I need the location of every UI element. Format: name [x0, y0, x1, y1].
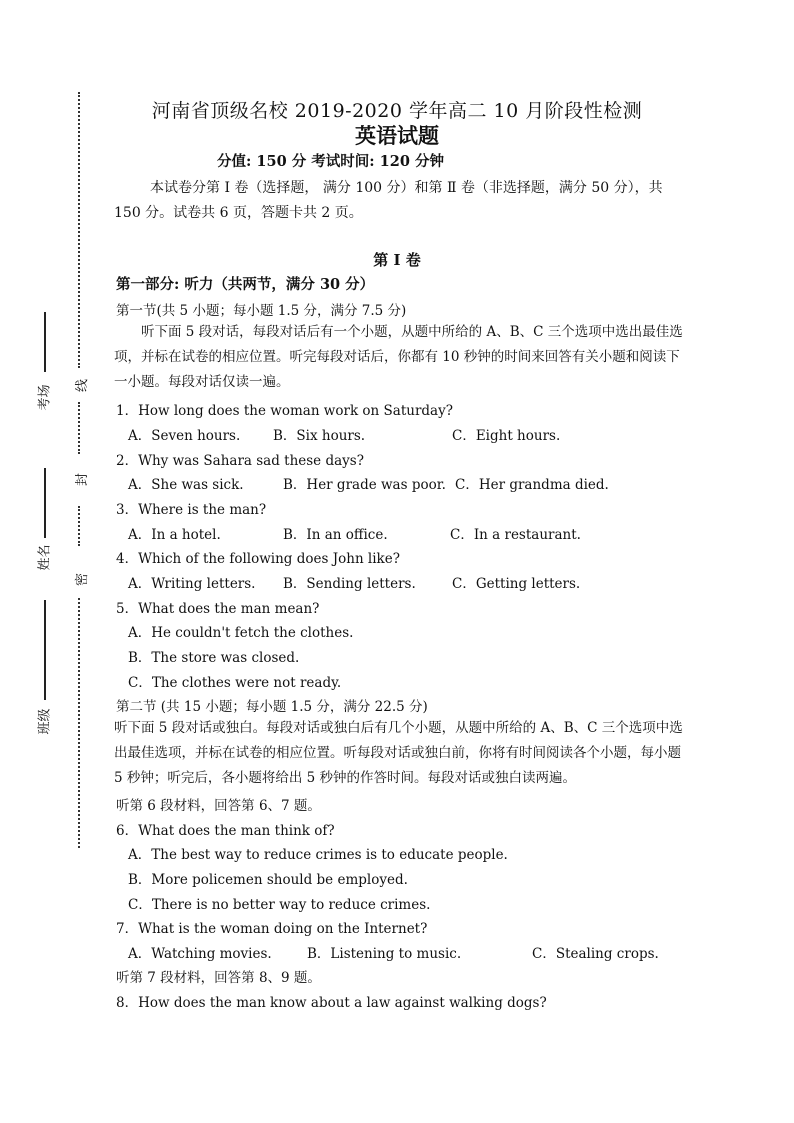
seal-char-seal: 封 — [75, 472, 91, 487]
q1-option-a: A．Seven hours. — [128, 428, 241, 444]
section1-instructions: 听下面 5 段对话，每段对话后有一个小题，从题中所给的 A、B、C 三个选项中选出最佳选项，并标在试卷的相应位置。听完每段对话后，你都有 10 秒钟的时间来回答有关小题和阅读下一小题。每段对话仅读一遍。 — [114, 324, 683, 390]
q4-option-b: B．Sending letters. — [283, 576, 416, 592]
q5-option-b: B．The store was closed. — [128, 650, 300, 666]
material-6-note: 听第 6 段材料，回答第 6、7 题。 — [116, 798, 321, 814]
q6-option-b: B．More policemen should be employed. — [128, 872, 408, 888]
exam-intro: 本试卷分第 Ⅰ 卷（选择题， 满分 100 分）和第 Ⅱ 卷（非选择题，满分 50 分），共 150 分。试卷共 6 页，答题卡共 2 页。 — [114, 180, 663, 221]
q3-option-c: C．In a restaurant. — [450, 527, 581, 543]
label-class: 班级 — [37, 708, 53, 735]
material-7-note: 听第 7 段材料，回答第 8、9 题。 — [116, 970, 321, 986]
binding-dotted-line-bottom — [78, 598, 80, 848]
q6-option-a: A．The best way to reduce crimes is to educate people. — [128, 847, 508, 863]
question-4: 4．Which of the following does John like? — [116, 551, 400, 567]
q1-option-c: C．Eight hours. — [452, 428, 561, 444]
q4-option-c: C．Getting letters. — [452, 576, 581, 592]
section2-instructions: 听下面 5 段对话或独白。每段对话或独白后有几个小题，从题中所给的 A、B、C 三个选项中选出最佳选项，并标在试卷的相应位置。听每段对话或独白前，你将有时间阅读各个小题，每小题 5 秒钟；听完后，各小题将给出 5 秒钟的作答时间。每段对话或独白读两遍。 — [114, 720, 683, 786]
volume-heading: 第 Ⅰ 卷 — [373, 251, 421, 269]
section2-heading: 第二节 (共 15 小题；每小题 1.5 分，满分 22.5 分) — [116, 699, 428, 715]
q7-option-c: C．Stealing crops. — [532, 946, 659, 962]
question-2: 2．Why was Sahara sad these days? — [116, 453, 364, 469]
q2-option-a: A．She was sick. — [128, 477, 244, 493]
q6-option-c: C．There is no better way to reduce crimes. — [128, 897, 431, 913]
q1-option-b: B．Six hours. — [273, 428, 366, 444]
q2-option-b: B．Her grade was poor. — [283, 477, 446, 493]
q7-option-a: A．Watching movies. — [128, 946, 272, 962]
label-name: 姓名 — [37, 544, 53, 571]
binding-dotted-line-mid1 — [78, 402, 80, 454]
exam-title: 河南省顶级名校 2019-2020 学年高二 10 月阶段性检测 — [151, 100, 643, 122]
question-5: 5．What does the man mean? — [116, 601, 320, 617]
seal-char-secret: 密 — [75, 572, 91, 587]
exam-room-blank — [44, 312, 46, 372]
label-exam-room: 考场 — [37, 384, 53, 411]
q5-option-a: A．He couldn't fetch the clothes. — [128, 625, 354, 641]
q4-option-a: A．Writing letters. — [128, 576, 256, 592]
q7-option-b: B．Listening to music. — [307, 946, 462, 962]
seal-char-line: 线 — [75, 378, 91, 393]
question-6: 6．What does the man think of? — [116, 823, 335, 839]
class-blank — [44, 600, 46, 700]
section1-heading: 第一节(共 5 小题；每小题 1.5 分，满分 7.5 分) — [116, 303, 407, 319]
subject-title: 英语试题 — [355, 123, 439, 148]
q3-option-b: B．In an office. — [283, 527, 388, 543]
binding-dotted-line-mid2 — [78, 506, 80, 546]
score-and-time: 分值: 150 分 考试时间: 120 分钟 — [217, 153, 444, 170]
question-8: 8．How does the man know about a law against walking dogs? — [116, 995, 547, 1011]
name-blank — [44, 468, 46, 538]
q2-option-c: C．Her grandma died. — [455, 477, 609, 493]
question-7: 7．What is the woman doing on the Internet? — [116, 921, 428, 937]
q3-option-a: A．In a hotel. — [128, 527, 221, 543]
part1-heading: 第一部分: 听力（共两节，满分 30 分） — [116, 276, 375, 293]
q5-option-c: C．The clothes were not ready. — [128, 675, 342, 691]
question-3: 3．Where is the man? — [116, 502, 267, 518]
question-1: 1．How long does the woman work on Saturday? — [116, 403, 453, 419]
